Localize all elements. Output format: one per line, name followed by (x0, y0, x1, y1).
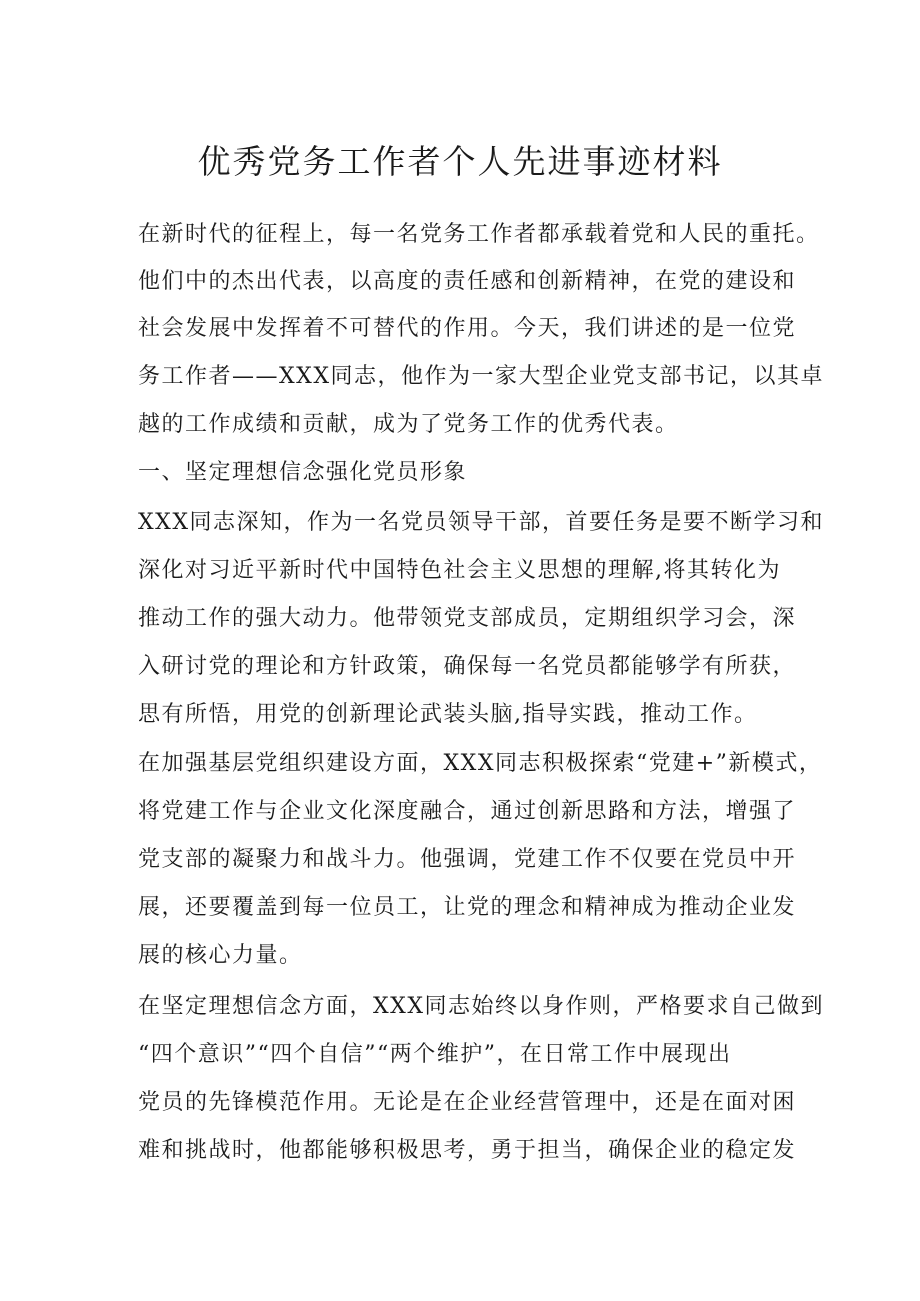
document-title: 优秀党务工作者个人先进事迹材料 (197, 142, 723, 181)
paragraph-line: 在坚定理想信念方面，XXX同志始终以身作则，严格要求自己做到 (138, 994, 824, 1019)
paragraph-line: 党支部的凝聚力和战斗力。他强调，党建工作不仅要在党员中开 (138, 847, 797, 872)
paragraph-line: XXX同志深知，作为一名党员领导干部，首要任务是要不断学习和 (138, 510, 824, 535)
paragraph-line: 思有所悟，用党的创新理论武装头脑,指导实践，推动工作。 (138, 702, 758, 727)
paragraph-line: “四个意识”“四个自信”“两个维护”，在日常工作中展现出 (138, 1042, 732, 1067)
paragraph-line: 深化对习近平新时代中国特色社会主义思想的理解,将其转化为 (138, 558, 781, 583)
paragraph-line: 他们中的杰出代表，以高度的责任感和创新精神，在党的建设和 (138, 269, 797, 294)
paragraph-line: 将党建工作与企业文化深度融合，通过创新思路和方法，增强了 (138, 799, 797, 824)
paragraph-line: 展，还要覆盖到每一位员工，让党的理念和精神成为推动企业发 (138, 895, 797, 920)
paragraph-line: 推动工作的强大动力。他带领党支部成员，定期组织学习会，深 (138, 606, 797, 631)
paragraph-line: 难和挑战时，他都能够积极思考，勇于担当，确保企业的稳定发 (138, 1138, 797, 1163)
paragraph-line: 务工作者——XXX同志，他作为一家大型企业党支部书记，以其卓 (138, 364, 824, 389)
paragraph-line: 党员的先锋模范作用。无论是在企业经营管理中，还是在面对困 (138, 1090, 797, 1115)
paragraph-line: 社会发展中发挥着不可替代的作用。今天，我们讲述的是一位党 (138, 316, 797, 341)
paragraph-line: 入研讨党的理论和方针政策，确保每一名党员都能够学有所获， (138, 654, 797, 679)
paragraph-line: 在加强基层党组织建设方面，XXX同志积极探索“党建+”新模式， (138, 751, 823, 776)
section-heading: 一、坚定理想信念强化党员形象 (138, 460, 468, 485)
paragraph-line: 展的核心力量。 (138, 943, 303, 968)
paragraph-line: 越的工作成绩和贡献，成为了党务工作的优秀代表。 (138, 412, 679, 437)
paragraph-line: 在新时代的征程上，每一名党务工作者都承载着党和人民的重托。 (138, 222, 820, 247)
